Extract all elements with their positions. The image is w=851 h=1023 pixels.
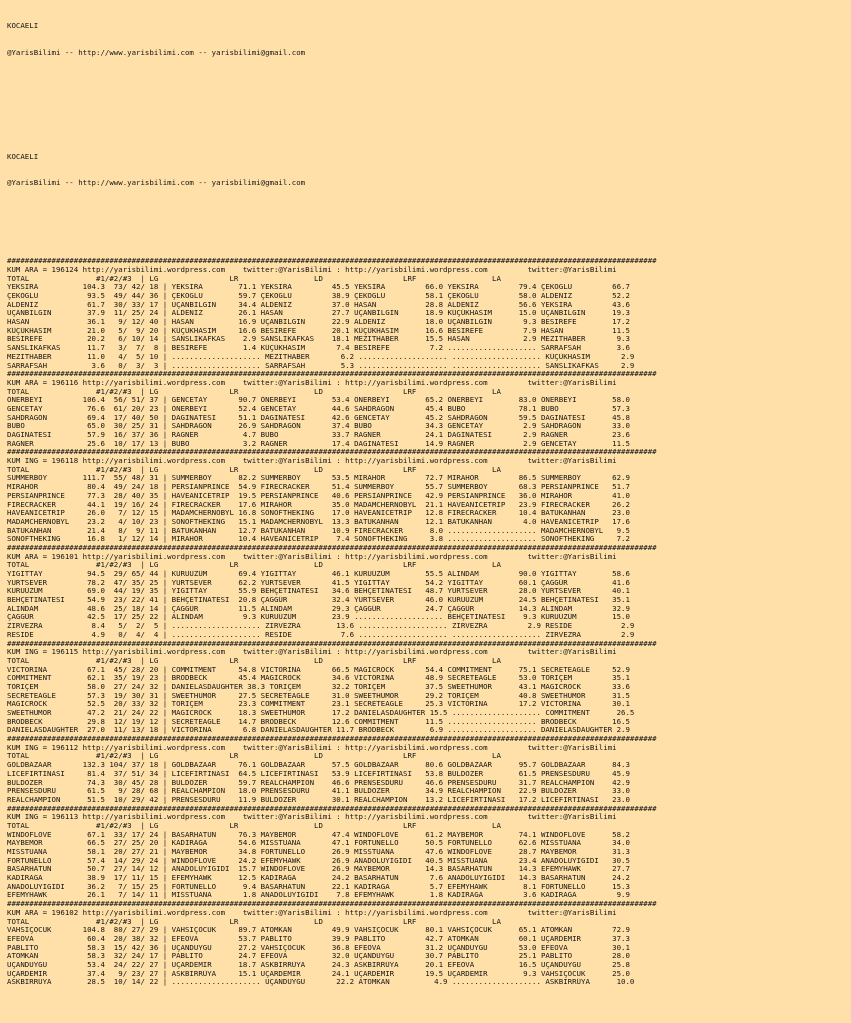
horse-row: ÇEKOGLU 93.5 49/ 44/ 36 | ÇEKOGLU 59.7 ÇEKOGLU 38.9 ÇEKOGLU 58.1 ÇEKOGLU 58.0 ALDENIZ 52.2 xyxy=(7,292,630,300)
horse-row: YIGITTAY 94.5 29/ 65/ 44 | KURUÜZÜM 69.4 YIGITTAY 46.1 KURUÜZÜM 55.5 ALINDAM 90.0 YIGITTAY 58.6 xyxy=(7,570,630,578)
separator-line: ################################################################################################################################################## xyxy=(7,257,657,266)
horse-row: SAHDRAGON 69.4 17/ 40/ 50 | DAGINATESI 51.1 DAGINATESI 42.6 GENCETAY 45.2 SAHDRAGON 59.5 DAGINATESI 45.8 xyxy=(7,413,630,422)
separator-line: ################################################################################################################################################## xyxy=(7,639,657,648)
horse-row: EFEOVA 60.4 20/ 38/ 32 | EFEOVA 53.7 PABLITO 39.9 PABLITO 42.7 ATOMKAN 60.1 UÇARDEMIR 37.3 xyxy=(7,934,630,943)
horse-row: LICEFIRTINASI 81.4 37/ 51/ 34 | LICEFIRTINASI 64.5 LICEFIRTINASI 53.9 LICEFIRTINASI 53.8 BULDOZER 61.5 PRENSESDURU 45.9 xyxy=(7,769,630,778)
horse-row: BATUKANHAN 21.4 8/ 9/ 11 | BATUKANHAN 12.7 BATUKANHAN 10.9 FIRECRACKER 8.0 .................... MADAMCHERNOBYL 9.5 xyxy=(7,526,630,535)
horse-row: SWEETHUMOR 47.2 21/ 24/ 22 | MAGICROCK 18.3 SWEETHUMOR 17.2 DANIELASDAUGHTER 15.5 .................... COMMITMENT 26.5 xyxy=(7,709,635,717)
separator-line: ################################################################################################################################################## xyxy=(7,448,657,457)
contact-line: @YarisBilimi -- http://www.yarisbilimi.com -- yarisbilimi@gmail.com xyxy=(7,178,306,187)
horse-row: HAVEANICETRIP 26.0 7/ 12/ 15 | MADAMCHERNOBYL 16.8 SONOFTHEKING 17.0 HAVEANICETRIP 12.8 FIRECRACKER 10.4 BATUKANHAN 23.0 xyxy=(7,509,630,518)
horse-row: EFEMYHAWK 26.1 7/ 14/ 11 | MISSTUANA 1.8 ANADOLUYIGIDI 7.8 EFEMYHAWK 1.8 KADIRAGA 3.6 KADIRAGA 9.9 xyxy=(7,891,630,900)
horse-row: BULDOZER 74.3 30/ 45/ 28 | BULDOZER 59.7 REALCHAMPION 46.6 PRENSESDURU 46.6 PRENSESDURU 31.7 REALCHAMPION 42.9 xyxy=(7,778,630,787)
horse-row: RESIDE 4.9 0/ 4/ 4 | .................... RESIDE 7.6 .................... .................... ZIRVEZRA 2.9 xyxy=(7,630,635,639)
horse-row: WINDOFLOVE 67.1 33/ 17/ 24 | BASARHATUN 76.3 MAYBEMOR 47.4 WINDOFLOVE 61.2 MAYBEMOR 74.1 WINDOFLOVE 58.2 xyxy=(7,830,630,839)
column-headers: TOTAL #1/#2/#3 | LG LR LD LRF LA xyxy=(7,465,501,474)
race-header: KUM ING = 196112 http://yarisbilimi.wordpress.com twitter:@YarisBilimi : http://yarisbilimi.wordpress.com twitter:@YarisBilimi xyxy=(7,743,617,752)
horse-row: ATOMKAN 58.3 32/ 24/ 17 | PABLITO 24.7 EFEOVA 32.0 UÇANDUYGU 30.7 PABLITO 25.1 PABLITO 28.0 xyxy=(7,952,630,961)
blank-line xyxy=(7,127,847,136)
column-headers: TOTAL #1/#2/#3 | LG LR LD LRF LA xyxy=(7,656,501,665)
document-title: KOCAELI xyxy=(7,152,39,161)
horse-row: BASARHATUN 50.7 27/ 14/ 12 | ANADOLUYIGIDI 15.7 WINDOFLOVE 26.9 MAYBEMOR 14.3 BASARHATUN 14.3 EFEMYHAWK 27.7 xyxy=(7,865,630,874)
horse-row: UÇANDUYGU 53.4 24/ 22/ 27 | UÇARDEMIR 18.7 ASKBIRRÜYA 24.3 ASKBIRRÜYA 20.1 EFEOVA 16.5 UÇANDUYGU 25.8 xyxy=(7,960,630,969)
horse-row: MIRAHOR 80.4 49/ 24/ 18 | PERSIANPRINCE 54.9 FIRECRACKER 51.4 SUMMERBOY 55.7 SUMMERBOY 68.3 PERSIANPRINCE 51.7 xyxy=(7,483,630,492)
horse-row: PABLITO 58.3 15/ 42/ 36 | UÇANDUYGU 27.2 VAHSIÇOCUK 36.8 EFEOVA 31.2 UÇANDUYGU 53.0 EFEOVA 30.1 xyxy=(7,943,630,952)
separator-line: ################################################################################################################################################## xyxy=(7,370,657,379)
horse-row: DANIELASDAUGHTER 27.0 11/ 13/ 18 | VICTORINA 6.8 DANIELASDAUGHTER 11.7 BRODBECK 6.9 .................... DANIELASDAUGHTER 2.9 xyxy=(7,726,630,735)
horse-row: MAYBEMOR 66.5 27/ 25/ 20 | KADIRAGA 54.6 MISSTUANA 47.1 FORTUNELLO 50.5 FORTUNELLO 62.6 MISSTUANA 34.0 xyxy=(7,839,630,848)
horse-row: VAHSIÇOCUK 104.8 80/ 27/ 29 | VAHSIÇOCUK 89.7 ATOMKAN 49.9 VAHSIÇOCUK 80.1 VAHSIÇOCUK 65.1 ATOMKAN 72.9 xyxy=(7,926,630,935)
horse-row: MISSTUANA 58.1 20/ 27/ 21 | MAYBEMOR 34.8 FORTUNELLO 26.9 MISSTUANA 47.6 WINDOFLOVE 28.7 MAYBEMOR 31.3 xyxy=(7,848,630,856)
horse-row: SONOFTHEKING 16.8 1/ 12/ 14 | MIRAHOR 10.4 HAVEANICETRIP 7.4 SONOFTHEKING 3.8 .................... SONOFTHEKING 7.2 xyxy=(7,535,630,544)
separator-line: ################################################################################################################################################## xyxy=(7,543,657,552)
horse-row: BRODBECK 29.8 12/ 19/ 12 | SECRETEAGLE 14.7 BRODBECK 12.6 COMMITMENT 11.5 .................... BRODBECK 16.5 xyxy=(7,717,630,726)
horse-row: COMMITMENT 62.1 35/ 19/ 23 | BRODBECK 45.4 MAGICROCK 34.6 VICTORINA 48.9 SECRETEAGLE 53.0 TORIÇEM 35.1 xyxy=(7,674,630,683)
separator-line: ################################################################################################################################################## xyxy=(7,804,657,813)
horse-row: BEHÇETINATESI 54.9 23/ 22/ 41 | BEHÇETINATESI 20.8 ÇAGGÜR 32.4 YURTSEVER 46.0 KURUÜZÜM 24.5 BEHÇETINATESI 35.1 xyxy=(7,596,630,605)
horse-row: KADIRAGA 38.9 17/ 11/ 15 | EFEMYHAWK 12.5 KADIRAGA 24.2 BASARHATUN 7.6 ANADOLUYIGIDI 14.3 BASARHATUN 24.2 xyxy=(7,874,630,883)
horse-row: ÖNERBEYI 106.4 56/ 51/ 37 | GENCETAY 90.7 ÖNERBEYI 53.4 ÖNERBEYI 65.2 ÖNERBEYI 83.0 ÖNERBEYI 58.0 xyxy=(7,396,630,405)
race-sections xyxy=(7,257,847,987)
horse-row: SECRETEAGLE 57.3 19/ 30/ 31 | SWEETHUMOR 27.5 SECRETEAGLE 31.0 SWEETHUMOR 29.2 TORIÇEM 40.8 SWEETHUMOR 31.5 xyxy=(7,691,630,700)
horse-row: YEKSIRA 104.3 73/ 42/ 18 | YEKSIRA 71.1 YEKSIRA 45.5 YEKSIRA 66.0 YEKSIRA 79.4 ÇEKOGLU 66.7 xyxy=(7,283,630,292)
horse-row: MAGICROCK 52.5 20/ 33/ 32 | TORIÇEM 23.3 COMMITMENT 23.1 SECRETEAGLE 25.3 VICTORINA 17.2 VICTORINA 30.1 xyxy=(7,700,630,709)
column-headers: TOTAL #1/#2/#3 | LG LR LD LRF LA xyxy=(7,917,501,926)
horse-row: FORTUNELLO 57.4 14/ 29/ 24 | WINDOFLOVE 24.2 EFEMYHAWK 26.9 ANADOLUYIGIDI 40.5 MISSTUANA 23.4 ANADOLUYIGIDI 30.5 xyxy=(7,856,630,865)
horse-row: GOLDBAZAAR 132.3 104/ 37/ 18 | GOLDBAZAAR 76.1 GOLDBAZAAR 57.5 GOLDBAZAAR 80.6 GOLDBAZAAR 95.7 GOLDBAZAAR 84.3 xyxy=(7,761,630,770)
column-headers: TOTAL #1/#2/#3 | LG LR LD LRF LA xyxy=(7,274,501,283)
blank-line xyxy=(7,205,847,214)
separator-line: ################################################################################################################################################## xyxy=(7,900,657,909)
blank-line xyxy=(7,231,847,240)
horse-row: ÇAGGÜR 42.5 17/ 25/ 22 | ALINDAM 9.3 KURUÜZÜM 23.9 .................... BEHÇETINATESI 9.3 KURUÜZÜM 15.0 xyxy=(7,613,630,622)
horse-row: TORIÇEM 58.0 27/ 24/ 32 | DANIELASDAUGHTER 38.3 TORIÇEM 32.2 TORIÇEM 37.5 SWEETHUMOR 43.1 MAGICROCK 33.6 xyxy=(7,682,630,691)
horse-row: MADAMCHERNOBYL 23.2 4/ 10/ 23 | SONOFTHEKING 15.1 MADAMCHERNOBYL 13.3 BATUKANHAN 12.1 BATUKANHAN 4.0 HAVEANICETRIP 17.6 xyxy=(7,517,630,526)
race-header: KUM ING = 196118 http://yarisbilimi.wordpress.com twitter:@YarisBilimi : http://yarisbilimi.wordpress.com twitter:@YarisBilimi xyxy=(7,457,617,466)
horse-row: DAGINATESI 57.9 16/ 37/ 36 | RAGNER 4.7 BUBO 33.7 RAGNER 24.1 DAGINATESI 2.9 RAGNER 23.6 xyxy=(7,431,630,439)
race-header: KUM ARA = 196124 http://yarisbilimi.wordpress.com twitter:@YarisBilimi : http://yarisbilimi.wordpress.com twitter:@YarisBilimi xyxy=(7,265,617,274)
horse-row: SUMMERBOY 111.7 55/ 48/ 31 | SUMMERBOY 82.2 SUMMERBOY 53.5 MIRAHOR 72.7 MIRAHOR 86.5 SUMMERBOY 62.9 xyxy=(7,474,630,483)
horse-row: ALDENIZ 61.7 30/ 33/ 17 | UÇANBILGIN 34.4 ALDENIZ 37.0 HASAN 28.8 ALDENIZ 56.6 YEKSIRA 43.6 xyxy=(7,300,630,309)
horse-row: ALINDAM 48.6 25/ 18/ 14 | ÇAGGÜR 11.5 ALINDAM 29.3 ÇAGGÜR 24.7 ÇAGGÜR 14.3 ALINDAM 32.9 xyxy=(7,604,630,613)
horse-row: SANSLIKAFKAS 11.7 3/ 7/ 8 | BESIREFE 1.4 KÜÇÜKHASIM 7.4 BESIREFE 7.2 .................... SARRAFSAH 3.6 xyxy=(7,344,630,353)
horse-row: SARRAFSAH 3.6 0/ 3/ 3 | .................... SARRAFSAH 5.3 .................... .................... SANSLIKAFKAS 2.9 xyxy=(7,361,635,370)
separator-line: ################################################################################################################################################## xyxy=(7,735,657,744)
horse-row: YURTSEVER 78.2 47/ 35/ 25 | YURTSEVER 62.2 YURTSEVER 41.5 YIGITTAY 54.2 YIGITTAY 60.1 ÇAGGÜR 41.6 xyxy=(7,578,630,587)
document-title: KOCAELI xyxy=(7,22,39,31)
contact-line: @YarisBilimi -- http://www.yarisbilimi.com -- yarisbilimi@gmail.com xyxy=(7,48,306,57)
results-document xyxy=(7,5,847,996)
horse-row: VICTORINA 67.1 45/ 28/ 20 | COMMITMENT 54.8 VICTORINA 66.5 MAGICROCK 54.4 COMMITMENT 75.1 SECRETEAGLE 52.9 xyxy=(7,665,630,674)
horse-row: HASAN 36.1 9/ 12/ 40 | HASAN 16.9 UÇANBILGIN 22.9 ALDENIZ 18.0 UÇANBILGIN 9.3 BESIREFE 17.2 xyxy=(7,318,630,327)
horse-row: FIRECRACKER 44.1 19/ 16/ 24 | FIRECRACKER 17.6 MIRAHOR 35.0 MADAMCHERNOBYL 21.1 HAVEANICETRIP 23.9 FIRECRACKER 26.2 xyxy=(7,500,630,509)
blank-line xyxy=(7,101,847,110)
horse-row: ZIRVEZRA 8.4 5/ 2/ 5 | .................... ZIRVEZRA 13.6 .................... ZIRVEZRA 2.9 RESIDE 2.9 xyxy=(7,622,635,631)
horse-row: KÜÇÜKHASIM 21.0 5/ 9/ 20 | KÜÇÜKHASIM 16.6 BESIREFE 20.1 KÜÇÜKHASIM 16.6 BESIREFE 7.9 HASAN 11.5 xyxy=(7,326,630,335)
race-header: KUM ARA = 196116 http://yarisbilimi.wordpress.com twitter:@YarisBilimi : http://yarisbilimi.wordpress.com twitter:@YarisBilimi xyxy=(7,378,617,387)
race-header: KUM ING = 196113 http://yarisbilimi.wordpress.com twitter:@YarisBilimi : http://yarisbilimi.wordpress.com twitter:@YarisBilimi xyxy=(7,813,617,822)
horse-row: ASKBIRRÜYA 28.5 10/ 14/ 22 | .................... UÇANDUYGU 22.2 ATOMKAN 4.9 .................... ASKBIRRÜYA 10.0 xyxy=(7,978,635,987)
horse-row: REALCHAMPION 51.5 10/ 29/ 42 | PRENSESDURU 11.9 BULDOZER 30.1 REALCHAMPION 13.2 LICEFIRTINASI 17.2 LICEFIRTINASI 23.0 xyxy=(7,795,630,804)
horse-row: PERSIANPRINCE 77.3 28/ 40/ 35 | HAVEANICETRIP 19.5 PERSIANPRINCE 40.6 PERSIANPRINCE 42.9 PERSIANPRINCE 36.0 MIRAHOR 41.0 xyxy=(7,491,630,500)
horse-row: GENCETAY 76.6 61/ 20/ 23 | ÖNERBEYI 52.4 GENCETAY 44.6 SAHDRAGON 45.4 BUBO 78.1 BUBO 57.3 xyxy=(7,404,630,413)
column-headers: TOTAL #1/#2/#3 | LG LR LD LRF LA xyxy=(7,821,501,830)
blank-line xyxy=(7,75,847,84)
horse-row: UÇARDEMIR 37.4 9/ 23/ 27 | ASKBIRRÜYA 15.1 UÇARDEMIR 24.1 UÇARDEMIR 19.5 UÇARDEMIR 9.3 VAHSIÇOCUK 25.0 xyxy=(7,969,630,978)
horse-row: BUBO 65.0 30/ 25/ 31 | SAHDRAGON 26.9 SAHDRAGON 37.4 BUBO 34.3 GENCETAY 2.9 SAHDRAGON 33.0 xyxy=(7,422,630,431)
horse-row: RAGNER 25.6 10/ 17/ 13 | BUBO 3.2 RAGNER 17.4 DAGINATESI 14.9 RAGNER 2.9 GENCETAY 11.5 xyxy=(7,439,630,448)
horse-row: BESIREFE 20.2 6/ 10/ 14 | SANSLIKAFKAS 2.9 SANSLIKAFKAS 18.1 MEZITHABER 15.5 HASAN 2.9 MEZITHABER 9.3 xyxy=(7,335,630,344)
horse-row: UÇANBILGIN 37.9 11/ 25/ 24 | ALDENIZ 26.1 HASAN 27.7 UÇANBILGIN 18.9 KÜÇÜKHASIM 15.0 UÇANBILGIN 19.3 xyxy=(7,309,630,318)
race-header: KUM ARA = 196101 http://yarisbilimi.wordpress.com twitter:@YarisBilimi : http://yarisbilimi.wordpress.com twitter:@YarisBilimi xyxy=(7,552,617,561)
race-header: KUM ING = 196115 http://yarisbilimi.wordpress.com twitter:@YarisBilimi : http://yarisbilimi.wordpress.com twitter:@YarisBilimi xyxy=(7,648,617,657)
horse-row: PRENSESDURU 61.5 9/ 28/ 68 | REALCHAMPION 18.0 PRENSESDURU 41.1 BULDOZER 34.9 REALCHAMPION 22.9 BULDOZER 33.0 xyxy=(7,787,630,796)
column-headers: TOTAL #1/#2/#3 | LG LR LD LRF LA xyxy=(7,387,501,396)
race-header: KUM ARA = 196102 http://yarisbilimi.wordpress.com twitter:@YarisBilimi : http://yarisbilimi.wordpress.com twitter:@YarisBilimi xyxy=(7,908,617,917)
horse-row: MEZITHABER 11.0 4/ 5/ 10 | .................... MEZITHABER 6.2 .................... .................... KÜÇÜKHASIM 2.9 xyxy=(7,352,635,361)
column-headers: TOTAL #1/#2/#3 | LG LR LD LRF LA xyxy=(7,752,501,761)
horse-row: ANADOLUYIGIDI 36.2 7/ 15/ 25 | FORTUNELLO 9.4 BASARHATUN 22.1 KADIRAGA 5.7 EFEMYHAWK 8.1 FORTUNELLO 15.3 xyxy=(7,882,630,891)
horse-row: KURUÜZÜM 69.0 44/ 19/ 35 | YIGITTAY 55.9 BEHÇETINATESI 34.6 BEHÇETINATESI 48.7 YURTSEVER 28.0 YURTSEVER 40.1 xyxy=(7,587,630,596)
column-headers: TOTAL #1/#2/#3 | LG LR LD LRF LA xyxy=(7,561,501,570)
